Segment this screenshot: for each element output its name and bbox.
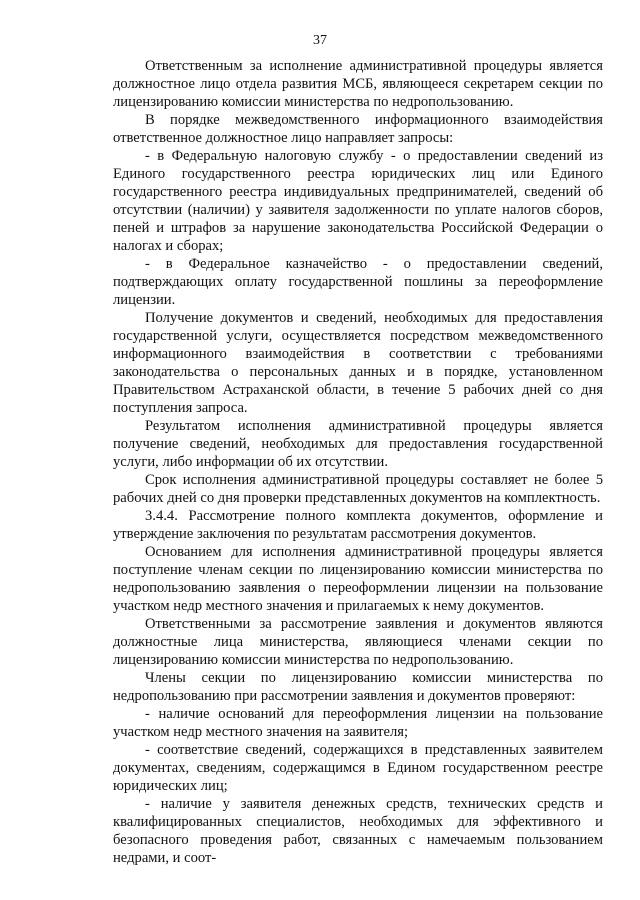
paragraph-1: Ответственным за исполнение административной процедуры является должностное лицо отдела развития МСБ, являющееся секретарем секции по лицензированию комиссии министерства по недропользованию.: [113, 58, 603, 110]
paragraph-12: - наличие оснований для переоформления лицензии на пользование участком недр местного значения на заявителя;: [113, 706, 603, 740]
paragraph-14: - наличие у заявителя денежных средств, технических средств и квалифицированных специалистов, необходимых для эффективного и безопасного проведения работ, связанных с намечаемым пользованием недрами, и соот-: [113, 796, 603, 866]
paragraph-6: Результатом исполнения административной процедуры является получение сведений, необходимых для предоставления государственной услуги, либо информации об их отсутствии.: [113, 418, 603, 470]
paragraph-11: Члены секции по лицензированию комиссии министерства по недропользованию при рассмотрении заявления и документов проверяют:: [113, 670, 603, 704]
document-body: [113, 57, 603, 867]
page-number: 37: [313, 33, 327, 48]
paragraph-9: Основанием для исполнения административной процедуры является поступление членам секции по лицензированию комиссии министерства по недропользованию заявления о переоформлении лицензии на пользование участком недр местного значения и прилагаемых к нему документов.: [113, 544, 603, 614]
paragraph-13: - соответствие сведений, содержащихся в представленных заявителем документах, сведениям, содержащимся в Едином государственном реестре юридических лиц;: [113, 742, 603, 794]
paragraph-3: - в Федеральную налоговую службу - о предоставлении сведений из Единого государственного реестра юридических лиц или Единого государственного реестра индивидуальных предпринимателей, сведений об отсутствии (наличии) у заявителя задолженности по уплате налогов сборов, пеней и штрафов за нарушение законодательства Российской Федерации о налогах и сборах;: [113, 148, 603, 254]
paragraph-10: Ответственными за рассмотрение заявления и документов являются должностные лица министерства, являющиеся членами секции по лицензированию комиссии министерства по недропользованию.: [113, 616, 603, 668]
paragraph-4: - в Федеральное казначейство - о предоставлении сведений, подтверждающих оплату государственной пошлины за переоформление лицензии.: [113, 256, 603, 308]
section-heading-3-4-4: 3.4.4. Рассмотрение полного комплекта документов, оформление и утверждение заключения по результатам рассмотрения документов.: [113, 508, 603, 542]
paragraph-5: Получение документов и сведений, необходимых для предоставления государственной услуги, осуществляется посредством межведомственного информационного взаимодействия в соответствии с требованиями законодательства о персональных данных и в порядке, установленном Правительством Астраханской области, в течение 5 рабочих дней со дня поступления запроса.: [113, 310, 603, 416]
paragraph-2: В порядке межведомственного информационного взаимодействия ответственное должностное лицо направляет запросы:: [113, 112, 603, 146]
paragraph-7: Срок исполнения административной процедуры составляет не более 5 рабочих дней со дня проверки представленных документов на комплектность.: [113, 472, 603, 506]
